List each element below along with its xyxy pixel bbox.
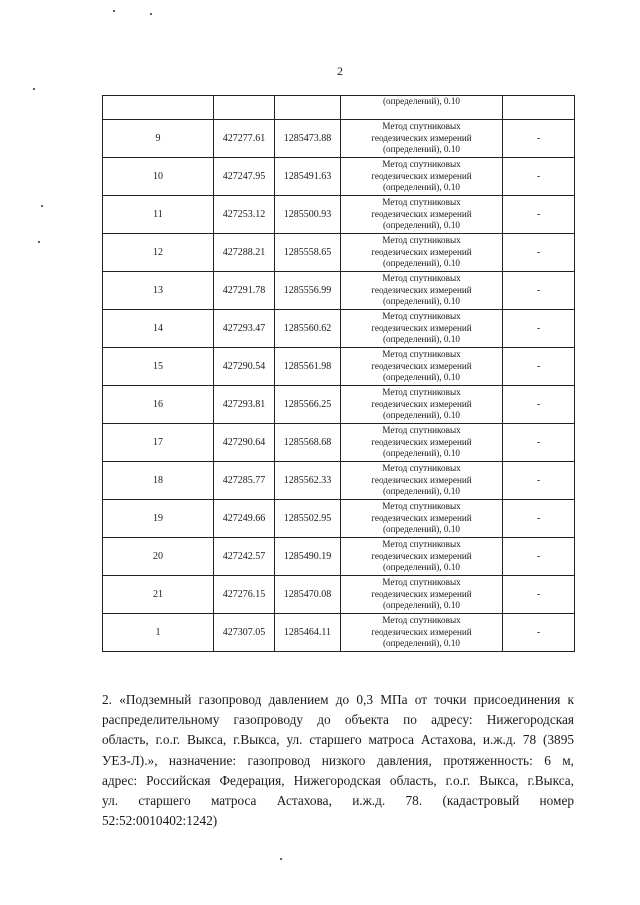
description-cell: - xyxy=(503,158,575,196)
x-coordinate-cell: 427290.54 xyxy=(214,348,275,386)
x-coordinate-cell xyxy=(214,96,275,120)
method-line: геодезических измерений xyxy=(371,322,472,333)
method-line: (определений), 0.10 xyxy=(382,296,461,307)
y-coordinate-cell: 1285556.99 xyxy=(275,272,341,310)
description-cell: - xyxy=(503,234,575,272)
description-cell: - xyxy=(503,424,575,462)
method-line: Метод спутниковых xyxy=(382,577,461,588)
y-coordinate-cell xyxy=(275,96,341,120)
table-row xyxy=(103,462,575,500)
y-coordinate-cell: 1285464.11 xyxy=(275,614,341,652)
description-cell xyxy=(503,96,575,120)
paragraph-line: область, г.о.г. Выкса, г.Выкса, ул. старшего матроса Астахова, и.ж.д. 78 (3895 xyxy=(102,732,574,748)
table-row xyxy=(103,310,575,348)
description-cell: - xyxy=(503,120,575,158)
table-row xyxy=(103,196,575,234)
method-line: геодезических измерений xyxy=(371,512,472,523)
method-line: Метод спутниковых xyxy=(382,349,461,360)
paragraph-line: ул. старшего матроса Астахова, и.ж.д. 78. (кадастровый номер xyxy=(102,793,574,809)
method-cell xyxy=(341,310,503,348)
point-number-cell: 21 xyxy=(103,576,214,614)
method-line: (определений), 0.10 xyxy=(382,448,461,459)
table-row xyxy=(103,576,575,614)
method-line: Метод спутниковых xyxy=(382,121,461,132)
method-line: геодезических измерений xyxy=(371,626,472,637)
method-cell xyxy=(341,348,503,386)
table-row xyxy=(103,614,575,652)
description-cell: - xyxy=(503,196,575,234)
x-coordinate-cell: 427277.61 xyxy=(214,120,275,158)
coordinates-table xyxy=(102,95,575,652)
x-coordinate-cell: 427293.47 xyxy=(214,310,275,348)
method-cell xyxy=(341,576,503,614)
method-line: Метод спутниковых xyxy=(382,615,461,626)
description-cell: - xyxy=(503,538,575,576)
description-cell: - xyxy=(503,462,575,500)
method-cell xyxy=(341,120,503,158)
method-cell xyxy=(341,272,503,310)
point-number-cell: 9 xyxy=(103,120,214,158)
table-row xyxy=(103,272,575,310)
method-line: геодезических измерений xyxy=(371,132,472,143)
method-cell xyxy=(341,500,503,538)
method-line: геодезических измерений xyxy=(371,360,472,371)
point-number-cell: 12 xyxy=(103,234,214,272)
method-line: геодезических измерений xyxy=(371,398,472,409)
point-number-cell: 14 xyxy=(103,310,214,348)
method-cell xyxy=(341,386,503,424)
description-cell: - xyxy=(503,386,575,424)
method-line: геодезических измерений xyxy=(371,550,472,561)
method-cell xyxy=(341,234,503,272)
point-number-cell: 15 xyxy=(103,348,214,386)
x-coordinate-cell: 427249.66 xyxy=(214,500,275,538)
y-coordinate-cell: 1285568.68 xyxy=(275,424,341,462)
scan-speck xyxy=(150,13,152,15)
scan-speck xyxy=(33,88,35,90)
point-number-cell: 10 xyxy=(103,158,214,196)
x-coordinate-cell: 427253.12 xyxy=(214,196,275,234)
description-cell: - xyxy=(503,310,575,348)
x-coordinate-cell: 427247.95 xyxy=(214,158,275,196)
point-number-cell: 11 xyxy=(103,196,214,234)
paragraph-line: УЕЗ-Л).», назначение: газопровод низкого давления, протяженность: 6 м, xyxy=(102,752,574,768)
point-number-cell: 1 xyxy=(103,614,214,652)
paragraph-line: 52:52:0010402:1242) xyxy=(102,813,218,829)
scan-speck xyxy=(41,205,43,207)
method-line: Метод спутниковых xyxy=(382,387,461,398)
method-line: геодезических измерений xyxy=(371,170,472,181)
point-number-cell: 13 xyxy=(103,272,214,310)
table-row xyxy=(103,234,575,272)
table-row xyxy=(103,424,575,462)
method-line: Метод спутниковых xyxy=(382,197,461,208)
paragraph-line: распределительному газопроводу до объекта по адресу: Нижегородская xyxy=(102,712,574,728)
y-coordinate-cell: 1285491.63 xyxy=(275,158,341,196)
y-coordinate-cell: 1285470.08 xyxy=(275,576,341,614)
point-number-cell: 18 xyxy=(103,462,214,500)
method-cell xyxy=(341,196,503,234)
method-line: (определений), 0.10 xyxy=(382,638,461,649)
y-coordinate-cell: 1285490.19 xyxy=(275,538,341,576)
x-coordinate-cell: 427242.57 xyxy=(214,538,275,576)
point-number-cell: 16 xyxy=(103,386,214,424)
description-cell: - xyxy=(503,348,575,386)
method-line: (определений), 0.10 xyxy=(382,144,461,155)
point-number-cell: 20 xyxy=(103,538,214,576)
method-line: (определений), 0.10 xyxy=(382,182,461,193)
method-cell xyxy=(341,614,503,652)
method-cell: (определений), 0.10 xyxy=(341,96,503,120)
method-line: (определений), 0.10 xyxy=(382,258,461,269)
y-coordinate-cell: 1285566.25 xyxy=(275,386,341,424)
method-cell xyxy=(341,538,503,576)
point-number-cell: 17 xyxy=(103,424,214,462)
point-number-cell: 19 xyxy=(103,500,214,538)
method-line: Метод спутниковых xyxy=(382,235,461,246)
method-line: Метод спутниковых xyxy=(382,425,461,436)
x-coordinate-cell: 427290.64 xyxy=(214,424,275,462)
description-cell: - xyxy=(503,576,575,614)
y-coordinate-cell: 1285558.65 xyxy=(275,234,341,272)
description-cell: - xyxy=(503,500,575,538)
point-number-cell xyxy=(103,96,214,120)
y-coordinate-cell: 1285473.88 xyxy=(275,120,341,158)
x-coordinate-cell: 427285.77 xyxy=(214,462,275,500)
y-coordinate-cell: 1285560.62 xyxy=(275,310,341,348)
method-line: (определений), 0.10 xyxy=(382,410,461,421)
method-cell xyxy=(341,424,503,462)
scan-speck xyxy=(280,858,282,860)
paragraph-line: 2. «Подземный газопровод давлением до 0,3 МПа от точки присоединения к xyxy=(102,692,574,707)
method-line: (определений), 0.10 xyxy=(382,486,461,497)
method-line: геодезических измерений xyxy=(371,208,472,219)
table-row xyxy=(103,120,575,158)
method-line: Метод спутниковых xyxy=(382,501,461,512)
table-row xyxy=(103,538,575,576)
x-coordinate-cell: 427276.15 xyxy=(214,576,275,614)
x-coordinate-cell: 427307.05 xyxy=(214,614,275,652)
scan-speck xyxy=(113,10,115,12)
method-line: геодезических измерений xyxy=(371,436,472,447)
method-line: (определений), 0.10 xyxy=(382,220,461,231)
method-line: Метод спутниковых xyxy=(382,273,461,284)
method-line: геодезических измерений xyxy=(371,588,472,599)
table-row xyxy=(103,500,575,538)
y-coordinate-cell: 1285500.93 xyxy=(275,196,341,234)
x-coordinate-cell: 427291.78 xyxy=(214,272,275,310)
y-coordinate-cell: 1285502.95 xyxy=(275,500,341,538)
method-line: геодезических измерений xyxy=(371,474,472,485)
method-line: (определений), 0.10 xyxy=(382,600,461,611)
method-line: (определений), 0.10 xyxy=(382,372,461,383)
method-line: Метод спутниковых xyxy=(382,463,461,474)
method-line: геодезических измерений xyxy=(371,246,472,257)
method-line: Метод спутниковых xyxy=(382,159,461,170)
method-line: Метод спутниковых xyxy=(382,311,461,322)
table-row xyxy=(103,386,575,424)
method-cell xyxy=(341,158,503,196)
method-line: Метод спутниковых xyxy=(382,539,461,550)
method-line: (определений), 0.10 xyxy=(382,524,461,535)
table-row xyxy=(103,158,575,196)
table-row xyxy=(103,348,575,386)
x-coordinate-cell: 427288.21 xyxy=(214,234,275,272)
y-coordinate-cell: 1285562.33 xyxy=(275,462,341,500)
scan-speck xyxy=(38,241,40,243)
method-line: (определений), 0.10 xyxy=(382,562,461,573)
method-cell xyxy=(341,462,503,500)
method-line: (определений), 0.10 xyxy=(382,334,461,345)
table-row xyxy=(103,96,575,120)
description-cell: - xyxy=(503,272,575,310)
method-line: геодезических измерений xyxy=(371,284,472,295)
description-cell: - xyxy=(503,614,575,652)
page-number: 2 xyxy=(337,64,343,78)
object-description-paragraph xyxy=(102,690,574,831)
paragraph-line: адрес: Российская Федерация, Нижегородская область, г.о.г. Выкса, г.Выкса, xyxy=(102,772,574,788)
y-coordinate-cell: 1285561.98 xyxy=(275,348,341,386)
x-coordinate-cell: 427293.81 xyxy=(214,386,275,424)
